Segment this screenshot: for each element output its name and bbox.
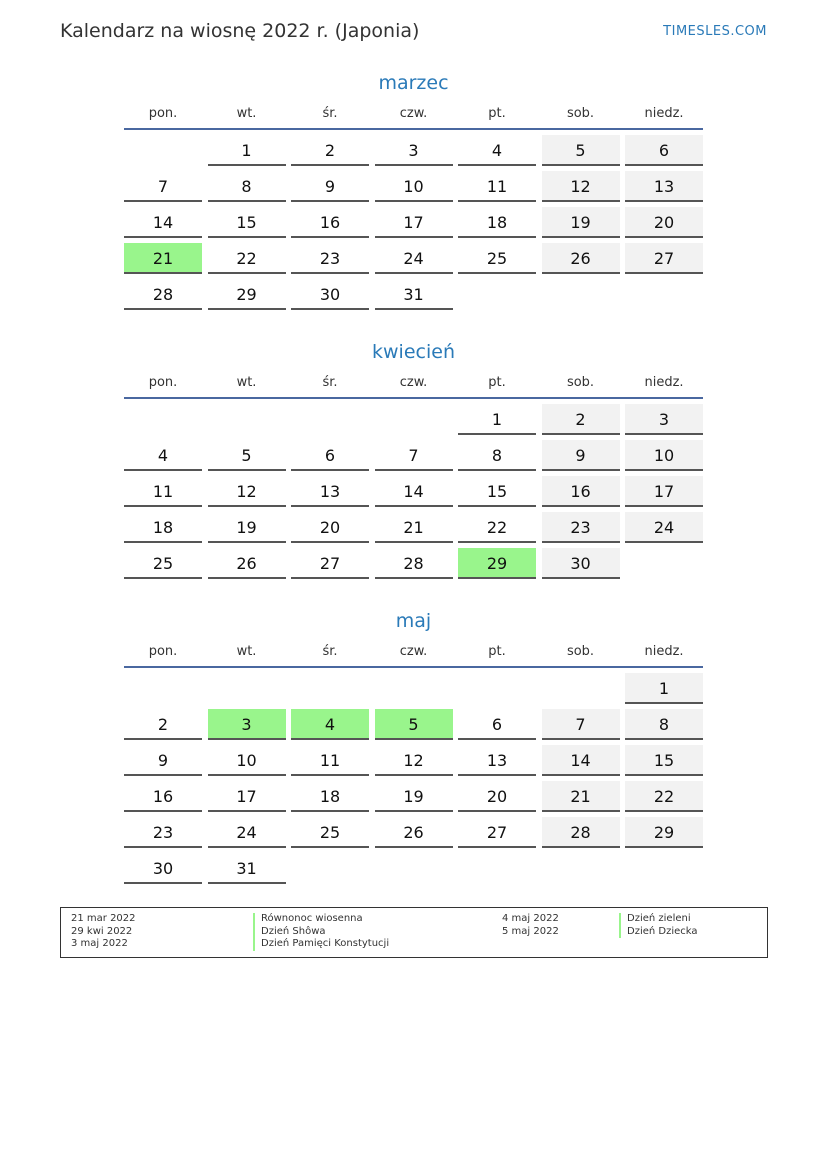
empty-day-cell — [458, 673, 536, 704]
day-cell: 12 — [542, 171, 620, 202]
day-cell: 4 — [124, 440, 202, 471]
week-row — [124, 548, 703, 579]
weekday-label: niedz. — [644, 105, 684, 121]
weekday-label: czw. — [399, 105, 428, 121]
day-cell: 6 — [625, 135, 703, 166]
day-cell: 17 — [375, 207, 453, 238]
day-cell: 30 — [542, 548, 620, 579]
weekday-label: wt. — [236, 374, 257, 390]
day-cell: 22 — [458, 512, 536, 543]
weekday-header — [124, 98, 703, 128]
legend-holiday-name: Dzień Pamięci Konstytucji — [253, 938, 389, 951]
day-cell: 12 — [375, 745, 453, 776]
day-cell: 3 — [625, 404, 703, 435]
day-cell: 2 — [124, 709, 202, 740]
legend-left-dates — [71, 913, 136, 951]
day-cell: 7 — [542, 709, 620, 740]
week-row — [124, 512, 703, 543]
empty-day-cell — [124, 673, 202, 704]
empty-day-cell — [291, 673, 369, 704]
day-cell: 3 — [375, 135, 453, 166]
day-cell: 9 — [291, 171, 369, 202]
day-cell: 15 — [208, 207, 286, 238]
weekday-header — [124, 367, 703, 397]
empty-day-cell — [625, 548, 703, 579]
weekday-label: śr. — [322, 105, 338, 121]
day-cell: 11 — [458, 171, 536, 202]
legend-holiday-name: Dzień zieleni — [619, 913, 698, 926]
week-row — [124, 207, 703, 238]
holiday-legend — [60, 907, 768, 958]
day-cell: 29 — [625, 817, 703, 848]
weekday-label: sob. — [566, 374, 595, 390]
day-cell: 7 — [124, 171, 202, 202]
day-cell: 21 — [542, 781, 620, 812]
empty-day-cell — [375, 673, 453, 704]
month-name: marzec — [378, 72, 449, 94]
header-divider — [124, 397, 703, 399]
day-cell: 29 — [458, 548, 536, 579]
weekday-header — [124, 636, 703, 666]
legend-left-names — [253, 913, 389, 951]
weekday-label: pon. — [148, 105, 178, 121]
day-cell: 20 — [291, 512, 369, 543]
day-cell: 19 — [208, 512, 286, 543]
day-cell: 18 — [291, 781, 369, 812]
day-cell: 9 — [542, 440, 620, 471]
day-cell: 11 — [291, 745, 369, 776]
legend-holiday-name: Dzień Shôwa — [253, 926, 389, 939]
empty-day-cell — [124, 135, 202, 166]
day-cell: 28 — [124, 279, 202, 310]
week-row — [124, 745, 703, 776]
week-row — [124, 709, 703, 740]
month-block — [124, 337, 703, 584]
day-cell: 11 — [124, 476, 202, 507]
day-cell: 22 — [625, 781, 703, 812]
day-cell: 24 — [208, 817, 286, 848]
day-cell: 5 — [375, 709, 453, 740]
day-cell: 30 — [124, 853, 202, 884]
empty-day-cell — [458, 279, 536, 310]
weekday-label: czw. — [399, 374, 428, 390]
weekday-label: niedz. — [644, 643, 684, 659]
day-cell: 1 — [458, 404, 536, 435]
day-cell: 15 — [625, 745, 703, 776]
day-cell: 25 — [458, 243, 536, 274]
day-cell: 8 — [458, 440, 536, 471]
day-cell: 23 — [542, 512, 620, 543]
day-cell: 10 — [375, 171, 453, 202]
day-cell: 18 — [124, 512, 202, 543]
weekday-label: niedz. — [644, 374, 684, 390]
empty-day-cell — [542, 279, 620, 310]
day-cell: 28 — [375, 548, 453, 579]
legend-holiday-name: Dzień Dziecka — [619, 926, 698, 939]
day-cell: 30 — [291, 279, 369, 310]
day-cell: 12 — [208, 476, 286, 507]
empty-day-cell — [291, 853, 369, 884]
day-cell: 9 — [124, 745, 202, 776]
header-divider — [124, 666, 703, 668]
empty-day-cell — [208, 404, 286, 435]
day-cell: 16 — [124, 781, 202, 812]
weekday-label: śr. — [322, 374, 338, 390]
day-cell: 24 — [375, 243, 453, 274]
weekday-label: wt. — [236, 643, 257, 659]
day-cell: 8 — [625, 709, 703, 740]
weeks — [124, 135, 703, 315]
weeks — [124, 673, 703, 889]
legend-right-names — [619, 913, 698, 938]
day-cell: 26 — [375, 817, 453, 848]
day-cell: 14 — [375, 476, 453, 507]
day-cell: 10 — [208, 745, 286, 776]
weekday-label: pt. — [488, 643, 506, 659]
weekday-label: pt. — [488, 374, 506, 390]
day-cell: 31 — [375, 279, 453, 310]
week-row — [124, 476, 703, 507]
day-cell: 2 — [542, 404, 620, 435]
week-row — [124, 673, 703, 704]
week-row — [124, 781, 703, 812]
day-cell: 31 — [208, 853, 286, 884]
day-cell: 23 — [124, 817, 202, 848]
day-cell: 25 — [124, 548, 202, 579]
month-block — [124, 68, 703, 315]
weekday-label: śr. — [322, 643, 338, 659]
empty-day-cell — [542, 853, 620, 884]
empty-day-cell — [625, 853, 703, 884]
day-cell: 27 — [625, 243, 703, 274]
legend-date: 21 mar 2022 — [71, 913, 136, 924]
day-cell: 7 — [375, 440, 453, 471]
day-cell: 19 — [375, 781, 453, 812]
weekday-label: czw. — [399, 643, 428, 659]
day-cell: 4 — [291, 709, 369, 740]
day-cell: 8 — [208, 171, 286, 202]
day-cell: 2 — [291, 135, 369, 166]
legend-holiday-name: Równonoc wiosenna — [253, 913, 389, 926]
day-cell: 22 — [208, 243, 286, 274]
day-cell: 15 — [458, 476, 536, 507]
day-cell: 16 — [291, 207, 369, 238]
day-cell: 20 — [458, 781, 536, 812]
empty-day-cell — [375, 853, 453, 884]
day-cell: 19 — [542, 207, 620, 238]
day-cell: 13 — [291, 476, 369, 507]
day-cell: 5 — [208, 440, 286, 471]
day-cell: 29 — [208, 279, 286, 310]
day-cell: 24 — [625, 512, 703, 543]
empty-day-cell — [124, 404, 202, 435]
day-cell: 17 — [208, 781, 286, 812]
day-cell: 26 — [542, 243, 620, 274]
brand-logo[interactable]: TIMESLES.COM — [663, 24, 767, 39]
legend-date: 4 maj 2022 — [502, 913, 559, 924]
day-cell: 13 — [458, 745, 536, 776]
weekday-label: pon. — [148, 643, 178, 659]
empty-day-cell — [458, 853, 536, 884]
empty-day-cell — [291, 404, 369, 435]
day-cell: 10 — [625, 440, 703, 471]
day-cell: 1 — [208, 135, 286, 166]
weeks — [124, 404, 703, 584]
week-row — [124, 817, 703, 848]
day-cell: 27 — [291, 548, 369, 579]
week-row — [124, 135, 703, 166]
legend-date: 5 maj 2022 — [502, 925, 559, 937]
week-row — [124, 279, 703, 310]
day-cell: 25 — [291, 817, 369, 848]
month-block — [124, 606, 703, 889]
weekday-label: pon. — [148, 374, 178, 390]
day-cell: 17 — [625, 476, 703, 507]
empty-day-cell — [375, 404, 453, 435]
day-cell: 5 — [542, 135, 620, 166]
day-cell: 27 — [458, 817, 536, 848]
weekday-label: pt. — [488, 105, 506, 121]
day-cell: 6 — [291, 440, 369, 471]
empty-day-cell — [625, 279, 703, 310]
week-row — [124, 440, 703, 471]
weekday-label: wt. — [236, 105, 257, 121]
month-name: kwiecień — [372, 341, 455, 363]
week-row — [124, 853, 703, 884]
day-cell: 20 — [625, 207, 703, 238]
day-cell: 14 — [542, 745, 620, 776]
weekday-label: sob. — [566, 643, 595, 659]
day-cell: 21 — [124, 243, 202, 274]
month-name: maj — [395, 610, 432, 632]
legend-right-dates — [502, 913, 559, 938]
day-cell: 13 — [625, 171, 703, 202]
day-cell: 23 — [291, 243, 369, 274]
legend-date: 29 kwi 2022 — [71, 925, 133, 937]
day-cell: 14 — [124, 207, 202, 238]
day-cell: 1 — [625, 673, 703, 704]
weekday-label: sob. — [566, 105, 595, 121]
day-cell: 16 — [542, 476, 620, 507]
empty-day-cell — [208, 673, 286, 704]
header-divider — [124, 128, 703, 130]
week-row — [124, 243, 703, 274]
day-cell: 28 — [542, 817, 620, 848]
week-row — [124, 171, 703, 202]
week-row — [124, 404, 703, 435]
day-cell: 26 — [208, 548, 286, 579]
day-cell: 18 — [458, 207, 536, 238]
page-title: Kalendarz na wiosnę 2022 r. (Japonia) — [60, 20, 420, 42]
legend-date: 3 maj 2022 — [71, 938, 128, 949]
day-cell: 4 — [458, 135, 536, 166]
day-cell: 21 — [375, 512, 453, 543]
day-cell: 6 — [458, 709, 536, 740]
day-cell: 3 — [208, 709, 286, 740]
empty-day-cell — [542, 673, 620, 704]
